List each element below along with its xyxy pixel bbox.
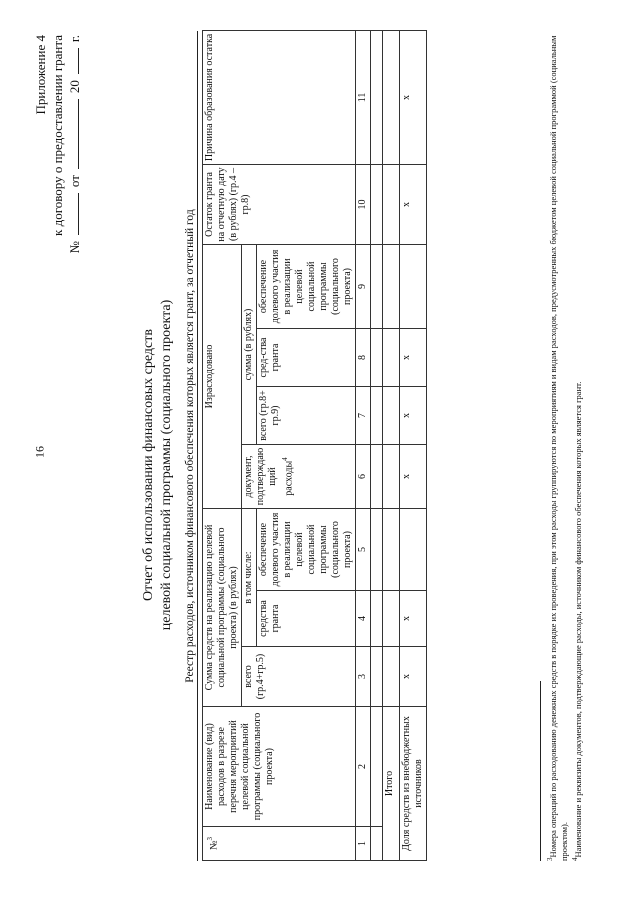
year-suffix: г. (67, 35, 82, 43)
report-title-line2: целевой социальной программы (социального проекта) (159, 299, 174, 631)
header-in-that: в том числе: (242, 509, 257, 647)
report-title-line1: Отчет об использовании финансовых средств (141, 329, 156, 601)
table-cell (383, 647, 400, 707)
table-cell (383, 30, 400, 164)
footnote-4: $^4$Наименование и реквизиты документов, подтверждающие расходы, источником финансового обеспечения которых является грант. (570, 381, 583, 861)
appendix-title: Приложение 4 (33, 35, 48, 115)
share-x-8: х (400, 329, 427, 387)
table-cell (400, 509, 427, 591)
table-cell (371, 244, 383, 328)
header-grant-funds: средства гранта (257, 591, 356, 647)
share-x-11: х (400, 30, 427, 164)
header-doc: документ, подтверждающий расходы$^4$ (242, 445, 356, 509)
table-cell (371, 445, 383, 509)
share-row (400, 30, 427, 860)
table-cell (383, 509, 400, 591)
share-label: Доля средств из внебюджетных источников (400, 707, 427, 861)
header-reason: Причина образования остатка (203, 30, 356, 164)
colnum-5: 5 (356, 509, 371, 591)
table-cell (371, 827, 383, 861)
expense-registry-table (202, 30, 427, 861)
table-cell (383, 329, 400, 387)
number-label: № (67, 241, 82, 254)
table-cell (383, 445, 400, 509)
year-prefix: 20 (67, 80, 82, 94)
colnum-4: 4 (356, 591, 371, 647)
colnum-6: 6 (356, 445, 371, 509)
colnum-10: 10 (356, 164, 371, 244)
colnum-2: 2 (356, 707, 371, 827)
header-co-funding-b: обеспечение долевого участия в реализации целевой социальной программы (социального проекта) (257, 244, 356, 328)
total-row (383, 30, 400, 860)
empty-row (371, 30, 383, 860)
appendix-block (32, 35, 83, 305)
colnum-8: 8 (356, 329, 371, 387)
table-cell (383, 387, 400, 445)
table-cell (371, 509, 383, 591)
year-blank (66, 48, 79, 74)
header-sum-rub: сумма (в рублях) (242, 244, 257, 444)
table-cell (371, 647, 383, 707)
table-cell (400, 244, 427, 328)
number-blank (66, 193, 79, 235)
header-spent-total: всего (гр.8+ гр.9) (257, 387, 356, 445)
footnote-rule (540, 681, 541, 861)
table-cell (371, 707, 383, 827)
colnum-1: 1 (356, 827, 371, 861)
table-cell (383, 164, 400, 244)
share-x-10: х (400, 164, 427, 244)
page-number: 16 (32, 446, 47, 458)
colnum-11: 11 (356, 30, 371, 164)
header-sum-program: Сумма средств на реализацию целевой социальной программы (социального проекта) (в рублях) (203, 509, 242, 707)
table-cell (371, 387, 383, 445)
share-x-7: х (400, 387, 427, 445)
table-cell (371, 591, 383, 647)
column-numbers-row (356, 30, 371, 860)
appendix-number-date-line (66, 35, 83, 305)
registry-caption: Реестр расходов, источником финансового обеспечения которых является грант, за отчетный год (184, 31, 198, 861)
colnum-7: 7 (356, 387, 371, 445)
footnotes (540, 31, 584, 861)
share-x-4: х (400, 591, 427, 647)
date-blank (66, 99, 79, 169)
share-x-3: х (400, 647, 427, 707)
table-cell (371, 164, 383, 244)
header-co-funding-a: обеспечение долевого участия в реализации целевой социальной программы (социального проекта) (257, 509, 356, 591)
footnote-3: $^3$Номера операций по расходованию денежных средств в порядке их проведения, при этом расходы группируются по мероприятиям и видам расходов, предусмотренных бюджетом целевой социальной программой (социальным проектом). (546, 35, 569, 861)
appendix-contract-line: к договору о предоставлении гранта (50, 35, 65, 236)
header-sum-total: всего (гр.4+гр.5) (242, 647, 356, 707)
table-cell (371, 30, 383, 164)
table-cell (383, 591, 400, 647)
header-number: №$^3$ (203, 827, 356, 861)
header-name: Наименование (вид) расходов в разрезе перечня мероприятий целевой социальной программы (социального проекта) (203, 707, 356, 827)
from-label: от (67, 175, 82, 188)
table-cell (383, 244, 400, 328)
header-remainder: Остаток гранта на отчетную дату (в рублях) (гр.4 – гр.8) (203, 164, 356, 244)
share-x-6: х (400, 445, 427, 509)
report-title (140, 185, 176, 745)
colnum-3: 3 (356, 647, 371, 707)
header-spent: Израсходовано (203, 244, 242, 508)
colnum-9: 9 (356, 244, 371, 328)
table-cell (371, 329, 383, 387)
header-grant-funds2: сред-ства гранта (257, 329, 356, 387)
total-label: Итого (383, 707, 400, 861)
